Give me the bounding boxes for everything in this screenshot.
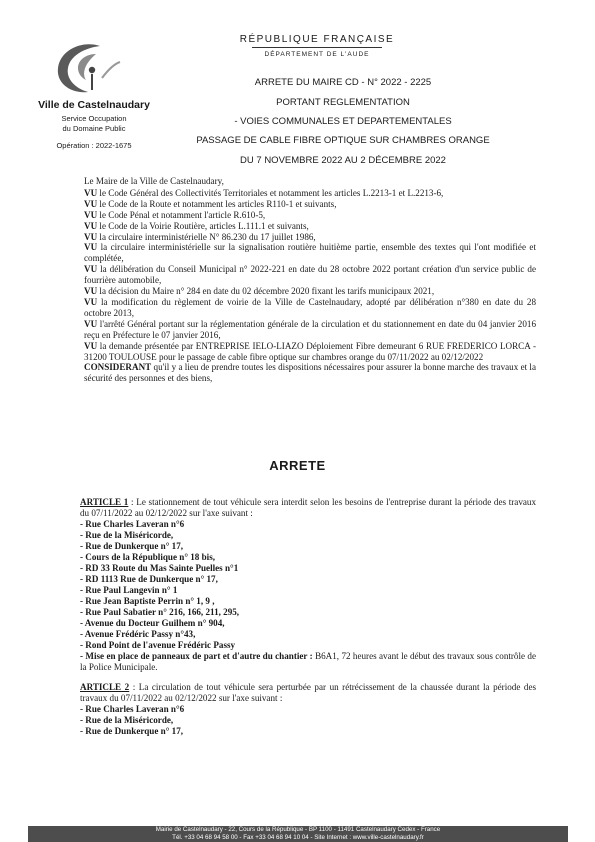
street-item: - RD 1113 Rue de Dunkerque n° 17, xyxy=(80,574,218,584)
vu-clause: VU le Code de la Route et notamment les articles R110-1 et suivants, xyxy=(84,198,337,209)
arrete-number: ARRETE DU MAIRE CD - N° 2022 - 2225 xyxy=(254,77,432,88)
street-item: - Rue de Dunkerque n° 17, xyxy=(80,541,184,551)
street-item: - Rue de la Miséricorde, xyxy=(80,715,174,725)
dates-line: DU 7 NOVEMBRE 2022 AU 2 DÉCEMBRE 2022 xyxy=(240,155,446,166)
vu-clause: VU le Code de la Voirie Routière, articles L.111.1 et suivants, xyxy=(84,220,309,231)
signage-instruction: - Mise en place de panneaux de part et d'autre du chantier : B6A1, 72 heures avant le début des travaux sous contrôle de la Police Municipale. xyxy=(80,651,536,672)
street-item: - Rue Paul Langevin n° 1 xyxy=(80,585,178,595)
vu-clause: VU la décision du Maire n° 284 en date du 02 décembre 2020 fixant les tarifs municipaux 2021, xyxy=(84,286,435,297)
vu-clause: VU la demande présentée par ENTREPRISE IELO-LIAZO Déploiement Fibre demeurant 6 RUE FREDERICO LORCA - 31200 TOULOUSE pour le passage de cable fibre optique sur chambres orange du 07/11/2022 au 02/12/2022 xyxy=(84,340,536,362)
article-2-text: ARTICLE 2 : La circulation de tout véhicule sera perturbée par un rétrécissement de la chaussée durant la période des travaux du 07/11/2022 au 02/12/2022 sur l'axe suivant : xyxy=(80,682,537,703)
street-item: - Rue de la Miséricorde, xyxy=(80,530,174,540)
service-name: Service Occupation du Domaine Public xyxy=(61,114,127,133)
street-item: - Rue Charles Laveran n°6 xyxy=(80,519,185,529)
street-item: - Rue Charles Laveran n°6 xyxy=(80,704,185,714)
portant-line: PORTANT REGLEMENTATION xyxy=(276,97,410,108)
vu-clause: VU le Code Général des Collectivités Territoriales et notamment les articles L.2213-1 et L.2213-6, xyxy=(84,187,444,198)
article-1-text: ARTICLE 1 : Le stationnement de tout véhicule sera interdit selon les besoins de l'entreprise durant la période des travaux du 07/11/2022 au 02/12/2022 sur l'axe suivant : xyxy=(80,497,536,518)
departement-heading: DÉPARTEMENT DE L'AUDE xyxy=(264,51,370,58)
street-item: - Rue de Dunkerque n° 17, xyxy=(80,726,184,736)
republique-heading: RÉPUBLIQUE FRANÇAISE xyxy=(239,34,395,45)
street-item: - Cours de la République n° 18 bis, xyxy=(80,552,216,562)
city-name: Ville de Castelnaudary xyxy=(38,99,150,111)
street-item: - Rue Paul Sabatier n° 216, 166, 211, 295, xyxy=(80,607,240,617)
vu-clause: VU la circulaire interministérielle N° 86.230 du 17 juillet 1986, xyxy=(84,231,316,242)
city-logo xyxy=(52,40,122,96)
operation-number: Opération : 2022-1675 xyxy=(56,141,132,150)
street-item: - RD 33 Route du Mas Sainte Puelles n°1 xyxy=(80,563,239,573)
vu-clause: VU la délibération du Conseil Municipal n° 2022-221 en date du 28 octobre 2022 portant création d'un service public de fourrière automobile, xyxy=(84,264,536,286)
footer-address: Mairie de Castelnaudary - 22, Cours de la République - BP 1100 - 11491 Castelnaudary Cedex - France xyxy=(155,826,441,833)
articles xyxy=(80,497,536,737)
preamble xyxy=(84,176,536,384)
vu-clause: VU la modification du règlement de voirie de la Ville de Castelnaudary, adopté par délibération n°380 en date du 28 octobre 2013, xyxy=(84,296,536,318)
vu-clause: VU l'arrêté Général portant sur la réglementation générale de la circulation et du stationnement en date du 04 janvier 2016 reçu en Préfecture le 07 janvier 2016, xyxy=(84,318,536,340)
street-item: - Rond Point de l'avenue Frédéric Passy xyxy=(80,640,236,650)
vu-clause: VU la circulaire interministérielle sur la signalisation routière huitième partie, ensemble des textes qui l'ont modifiée et complétée, xyxy=(84,242,536,264)
considerant-clause: CONSIDERANT qu'il y a lieu de prendre toutes les dispositions nécessaires pour assurer la bonne marche des travaux et la sécurité des personnes et des biens, xyxy=(84,362,536,384)
vu-clause: VU le Code Pénal et notamment l'article R.610-5, xyxy=(84,209,266,220)
street-item: - Avenue Frédéric Passy n°43, xyxy=(80,629,196,639)
street-item: - Avenue du Docteur Guilhem n° 904, xyxy=(80,618,225,628)
page-footer xyxy=(28,826,568,842)
passage-line: PASSAGE DE CABLE FIBRE OPTIQUE SUR CHAMBRES ORANGE xyxy=(196,135,490,146)
intro-text: Le Maire de la Ville de Castelnaudary, xyxy=(84,176,224,186)
arrete-title: ARRETE xyxy=(269,458,326,473)
footer-contact: Tél. +33 04 68 94 58 00 - Fax +33 04 68 94 10 04 - Site Internet : www.ville-castelnaudary.fr xyxy=(172,834,424,841)
header-divider xyxy=(252,47,382,48)
voies-line: - VOIES COMMUNALES ET DEPARTEMENTALES xyxy=(234,116,452,127)
street-item: - Rue Jean Baptiste Perrin n° 1, 9 , xyxy=(80,596,215,606)
